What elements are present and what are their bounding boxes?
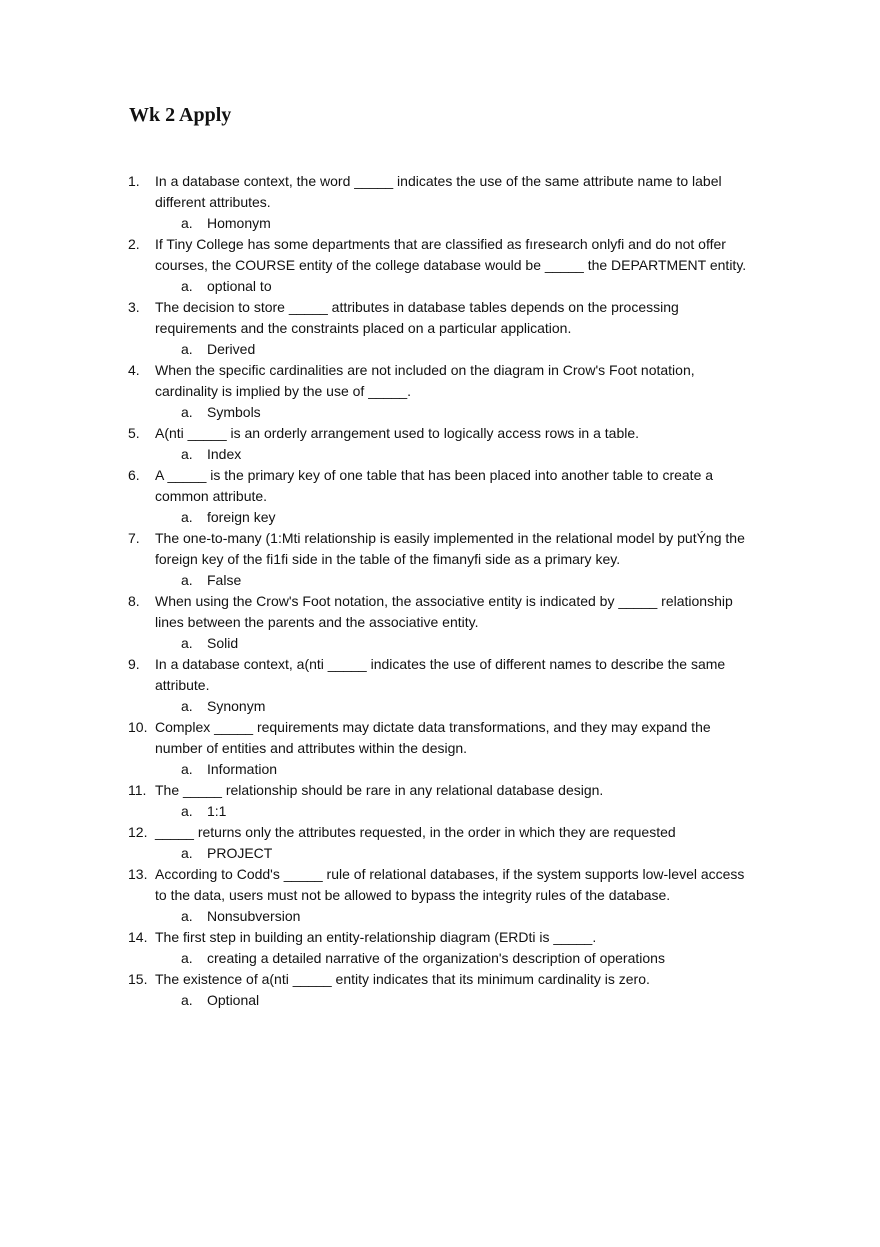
question-text: The decision to store _____ attributes in database tables depends on the processing requirements and the constraints placed on a particular application. <box>155 299 679 336</box>
answer-text: 1:1 <box>207 803 227 819</box>
question-number: 5. <box>128 425 140 441</box>
question-number: 1. <box>128 173 140 189</box>
answer-text: optional to <box>207 278 272 294</box>
answer-letter: a. <box>181 698 193 714</box>
answer-row <box>155 948 788 969</box>
question-item <box>128 717 788 780</box>
question-text: According to Codd's _____ rule of relational databases, if the system supports low-level access to the data, users must not be allowed to bypass the integrity rules of the database. <box>155 866 745 903</box>
answer-text: Derived <box>207 341 256 357</box>
question-text: A(nti _____ is an orderly arrangement used to logically access rows in a table. <box>155 425 640 441</box>
question-text: The existence of a(nti _____ entity indicates that its minimum cardinality is zero. <box>155 971 650 987</box>
answer-row <box>155 339 788 360</box>
question-number: 7. <box>128 530 140 546</box>
answer-letter: a. <box>181 992 193 1008</box>
question-item <box>128 171 788 234</box>
answer-letter: a. <box>181 572 193 588</box>
answer-letter: a. <box>181 635 193 651</box>
question-item <box>128 423 788 465</box>
answer-row <box>155 759 788 780</box>
question-number: 11. <box>128 782 147 798</box>
question-text: A _____ is the primary key of one table that has been placed into another table to create a common attribute. <box>155 467 714 504</box>
question-item <box>128 864 788 927</box>
question-number: 13. <box>128 866 148 882</box>
answer-row <box>155 906 788 927</box>
answer-row <box>155 843 788 864</box>
answer-text: Solid <box>207 635 239 651</box>
question-item <box>128 297 788 360</box>
question-text: The one-to-many (1:Mti relationship is easily implemented in the relational model by putÝng the foreign key of the fi1fi side in the table of the fimanyfi side as a primary key. <box>155 530 745 567</box>
answer-row <box>155 990 788 1011</box>
question-item <box>128 927 788 969</box>
question-text: Complex _____ requirements may dictate data transformations, and they may expand the number of entities and attributes within the design. <box>155 719 711 756</box>
question-text: _____ returns only the attributes requested, in the order in which they are requested <box>155 824 676 840</box>
answer-letter: a. <box>181 341 193 357</box>
question-item <box>128 822 788 864</box>
answer-text: Homonym <box>207 215 271 231</box>
answer-text: Information <box>207 761 278 777</box>
answer-row <box>155 633 788 654</box>
question-text: In a database context, the word _____ indicates the use of the same attribute name to label different attributes. <box>155 173 722 210</box>
answer-letter: a. <box>181 278 193 294</box>
document-title: Wk 2 Apply <box>129 104 232 126</box>
question-number: 8. <box>128 593 140 609</box>
answer-letter: a. <box>181 404 193 420</box>
answer-text: False <box>207 572 242 588</box>
question-text: The _____ relationship should be rare in any relational database design. <box>155 782 604 798</box>
question-number: 2. <box>128 236 140 252</box>
answer-text: creating a detailed narrative of the organization's description of operations <box>207 950 665 966</box>
answer-text: Nonsubversion <box>207 908 301 924</box>
answer-letter: a. <box>181 215 193 231</box>
answer-letter: a. <box>181 803 193 819</box>
answer-letter: a. <box>181 761 193 777</box>
answer-row <box>155 570 788 591</box>
question-number: 14. <box>128 929 148 945</box>
answer-row <box>155 402 788 423</box>
question-list <box>128 171 788 1011</box>
answer-text: PROJECT <box>207 845 273 861</box>
question-item <box>128 780 788 822</box>
answer-row <box>155 801 788 822</box>
answer-row <box>155 444 788 465</box>
question-item <box>128 591 788 654</box>
question-number: 10. <box>128 719 148 735</box>
question-item <box>128 234 788 297</box>
answer-text: Index <box>207 446 242 462</box>
answer-letter: a. <box>181 845 193 861</box>
question-number: 9. <box>128 656 140 672</box>
answer-row <box>155 213 788 234</box>
question-text: If Tiny College has some departments that are classified as fıresearch onlyfi and do not offer courses, the COURSE entity of the college database would be _____ the DEPARTMENT entity. <box>155 236 747 273</box>
answer-text: Optional <box>207 992 260 1008</box>
question-text: When the specific cardinalities are not included on the diagram in Crow's Foot notation, cardinality is implied by the use of _____. <box>155 362 695 399</box>
answer-text: Synonym <box>207 698 266 714</box>
question-number: 3. <box>128 299 140 315</box>
answer-letter: a. <box>181 908 193 924</box>
question-item <box>128 528 788 591</box>
question-text: In a database context, a(nti _____ indicates the use of different names to describe the same attribute. <box>155 656 726 693</box>
question-text: When using the Crow's Foot notation, the associative entity is indicated by _____ relationship lines between the parents and the associative entity. <box>155 593 733 630</box>
answer-letter: a. <box>181 509 193 525</box>
answer-row <box>155 696 788 717</box>
answer-row <box>155 276 788 297</box>
question-number: 6. <box>128 467 140 483</box>
question-item <box>128 360 788 423</box>
answer-text: Symbols <box>207 404 261 420</box>
question-item <box>128 465 788 528</box>
question-number: 4. <box>128 362 140 378</box>
answer-text: foreign key <box>207 509 276 525</box>
question-number: 15. <box>128 971 148 987</box>
answer-row <box>155 507 788 528</box>
question-item <box>128 654 788 717</box>
question-text: The first step in building an entity-relationship diagram (ERDti is _____. <box>155 929 597 945</box>
question-number: 12. <box>128 824 148 840</box>
question-item <box>128 969 788 1011</box>
answer-letter: a. <box>181 950 193 966</box>
answer-letter: a. <box>181 446 193 462</box>
